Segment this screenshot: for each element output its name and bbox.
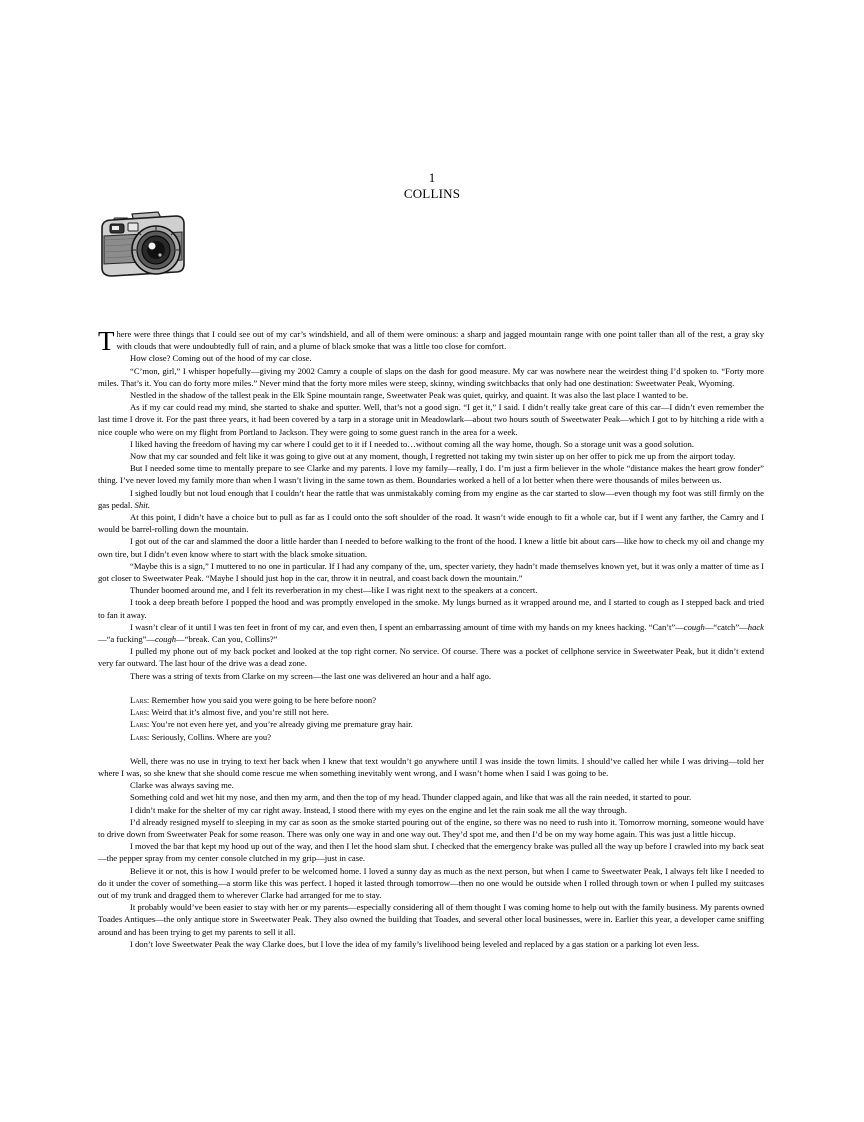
section-gap bbox=[98, 682, 764, 694]
paragraph: I don’t love Sweetwater Peak the way Clarke does, but I love the idea of my family’s livelihood being leveled and replaced by a gas station or a parking lot even less. bbox=[130, 938, 700, 949]
section-gap bbox=[98, 743, 764, 755]
paragraph: “Maybe this is a sign,” I muttered to no one in particular. If I had any company of the, um, specter variety, they hadn’t made themselves known yet, but it was only a matter of time as I got closer to Sweetwater Peak. “Maybe I should just hop in the car, throw it in neutral, and coast back down the mountain.” bbox=[98, 560, 764, 584]
chapter-number: 1 bbox=[428, 170, 436, 185]
paragraph: I got out of the car and slammed the door a little harder than I needed to before walking to the front of the hood. I knew a little bit about cars—like how to check my oil and change my own tire, but I didn’t even know where to start with the black smoke situation. bbox=[98, 536, 764, 559]
paragraph: I took a deep breath before I popped the hood and was promptly enveloped in the smoke. My lungs burned as it wrapped around me, and I started to cough as I stepped back and tried to fan it away. bbox=[98, 597, 764, 620]
camera-icon bbox=[98, 206, 190, 286]
paragraph: Now that my car sounded and felt like it was going to give out at any moment, though, I regretted not taking my twin sister up on her offer to pick me up from the airport today. bbox=[130, 451, 736, 462]
paragraph: Something cold and wet hit my nose, and then my arm, and then the top of my head. Thunder clapped again, and like that was all the rain needed, it started to pour. bbox=[130, 792, 692, 803]
message-sender: Lars bbox=[130, 719, 147, 730]
paragraph: Thunder boomed around me, and I felt its reverberation in my chest—like I was right next to the speakers at a concert. bbox=[130, 585, 538, 596]
paragraph: It probably would’ve been easier to stay with her or my parents—especially considering all of them thought I was coming home to help out with the family business. My parents owned Toades Antiques—the only antique store in Sweetwater Peak. They also owned the building that Toades, and several other local businesses, were in. Earlier this year, a developer came sniffing around and has been trying to get my parents to sell it all. bbox=[98, 902, 764, 937]
text-message: Lars: Remember how you said you were going to be here before noon? bbox=[130, 694, 377, 705]
message-sender: Lars bbox=[130, 694, 147, 705]
paragraph: At this point, I didn’t have a choice but to pull as far as I could onto the soft shoulder of the road. It wasn’t wide enough to fit a whole car, but if I went any farther, the Camry and I would be barrel-rolling down the mountain. bbox=[98, 512, 764, 535]
paragraph: There were three things that I could see out of my car’s windshield, and all of them were ominous: a sharp and jagged mountain range with one point taller than all of the rest, a gray sky with clouds that were undoubtedly full of rain, and a plume of black smoke that was a little too close for comfort. bbox=[98, 326, 764, 356]
paragraph: I sighed loudly but not loud enough that I couldn’t hear the rattle that was unmistakably coming from my engine as the car started to slow—even though my foot was still firmly on the gas pedal. Shit. bbox=[98, 487, 764, 510]
paragraph: As if my car could read my mind, she started to shake and sputter. Well, that’s not a good sign. “I get it,” I said. I didn’t really take great care of this car—I didn’t even remember the last time I drove it. For the past three years, it had been covered by a tarp in a storage unit in Meadowlark—about two hours south of Sweetwater Peak—which I got to by hitching a ride with a nice couple who were on my flight from Portland to Jackson. They were going to some guest ranch in the area for a week. bbox=[98, 402, 764, 437]
message-sender: Lars bbox=[130, 707, 147, 718]
text-message: Lars: Seriously, Collins. Where are you? bbox=[130, 731, 272, 742]
chapter-text bbox=[98, 328, 764, 950]
paragraph: How close? Coming out of the hood of my car close. bbox=[130, 353, 312, 364]
paragraph: “C’mon, girl,” I whisper hopefully—giving my 2002 Camry a couple of slaps on the dash for good measure. My car was nowhere near the weirdest thing I’d spoken to. “Forty more miles. That’s it. You can do forty more miles.” Never mind that the forty more miles were steep, skinny, winding switchbacks that only had one destination: Sweetwater Peak, Wyoming. bbox=[98, 365, 764, 388]
text-message: Lars: Weird that it’s almost five, and you’re still not here. bbox=[130, 707, 329, 718]
paragraph: Clarke was always saving me. bbox=[130, 780, 234, 791]
paragraph: Nestled in the shadow of the tallest peak in the Elk Spine mountain range, Sweetwater Peak was quiet, quirky, and quaint. It was also the last place I wanted to be. bbox=[130, 390, 689, 401]
paragraph: I pulled my phone out of my back pocket and looked at the top right corner. No service. Of course. There was a pocket of cellphone service in Sweetwater Peak, but it didn’t extend very far outward. The last hour of the drive was a dead zone. bbox=[98, 646, 764, 669]
paragraph: Believe it or not, this is how I would prefer to be welcomed home. I loved a sunny day as much as the next person, but when I came to Sweetwater Peak, I always felt like I needed to do it under the cover of something—a storm like this was perfect. I hoped it lasted through tomorrow—then no one would be outside when I rolled through town or when I pulled my suitcases out of my trunk and dragged them to wherever Clarke had arranged for me to stay. bbox=[98, 865, 764, 900]
text-message: Lars: You’re not even here yet, and you’re already giving me premature gray hair. bbox=[130, 719, 413, 730]
drop-cap: T bbox=[98, 326, 115, 356]
chapter-title: COLLINS bbox=[403, 186, 461, 201]
paragraph: I wasn’t clear of it until I was ten feet in front of my car, and even then, I spent an embarrassing amount of time with my hands on my knees hacking. “Can’t”—cough—“catch”—hack—“a fucking”—cough—“break. Can you, Collins?” bbox=[98, 621, 764, 645]
paragraph: I liked having the freedom of having my car where I could get to it if I needed to…without coming all the way home, though. So a storage unit was a good solution. bbox=[130, 438, 694, 449]
paragraph: I’d already resigned myself to sleeping in my car as soon as the smoke started pouring out of the engine, so there was no need to rush into it. Tomorrow morning, someone would have to drive down from Sweetwater Peak for some reason. There was only one way in and one way out. They’d spot me, and then I’d be on my way home again. This was just a little hiccup. bbox=[98, 816, 764, 839]
paragraph: There was a string of texts from Clarke on my screen—the last one was delivered an hour and a half ago. bbox=[130, 670, 492, 681]
paragraph: I didn’t make for the shelter of my car right away. Instead, I stood there with my eyes on the engine and let the rain soak me all the way through. bbox=[130, 804, 627, 815]
paragraph: But I needed some time to mentally prepare to see Clarke and my parents. I love my family—really, I do. I’m just a firm believer in the whole “distance makes the heart grow fonder” thing. I’ve never loved my family more than when I wasn’t living in the same town as them. Boundaries worked a hell of a lot better when there were thousands of miles between us. bbox=[98, 463, 764, 486]
message-sender: Lars bbox=[130, 731, 147, 742]
paragraph: Well, there was no use in trying to text her back when I knew that text wouldn’t go anywhere until I was inside the town limits. I should’ve called her while I was driving—told her where I was, so she knew that she should come rescue me when something inevitably went wrong, and I wasn’t home when I said I was going to be. bbox=[98, 755, 764, 778]
paragraph: I moved the bar that kept my hood up out of the way, and then I let the hood slam shut. I checked that the emergency brake was pulled all the way up before I crawled into my back seat—the pepper spray from my center console clutched in my grip—just in case. bbox=[98, 841, 764, 864]
